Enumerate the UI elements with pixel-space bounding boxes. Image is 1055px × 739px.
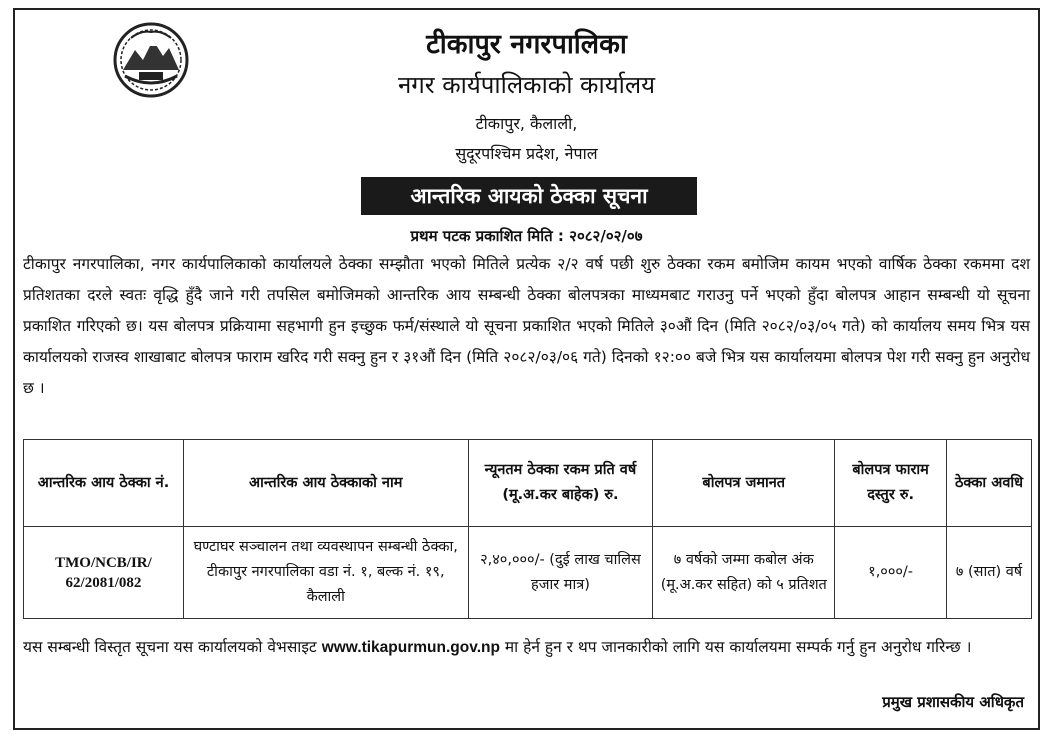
address-line-2: सुदूरपश्चिम प्रदेश, नेपाल [455, 144, 598, 163]
municipality-name: टीकापुर नगरपालिका [426, 29, 627, 60]
footer-text-before: यस सम्बन्धी विस्तृत सूचना यस कार्यालयको वेभसाइट [23, 638, 317, 656]
col-header-duration: ठेक्का अवधि [947, 440, 1032, 527]
notice-body: टीकापुर नगरपालिका, नगर कार्यपालिकाको कार्यालयले ठेक्का सम्झौता भएको मितिले प्रत्येक २/२ वर्ष पछी शुरु ठेक्का रकम बमोजिम कायम भएको वार्षिक ठेक्का रकममा दश प्रतिशतका दरले स्वतः वृद्धि हुँदै जाने गरी तपसिल बमोजिमको आन्तरिक आय सम्बन्धी ठेक्का बोलपत्रका माध्यमबाट गराउनु पर्ने भएको हुँदा बोलपत्र आहान सम्बन्धी यो सूचना प्रकाशित गरिएको छ। यस बोलपत्र प्रक्रियामा सहभागी हुन इच्छुक फर्म/संस्थाले यो सूचना प्रकाशित भएको मितिले ३०औं दिन (मिति २०८२/०३/०५ गते) को कार्यालय समय भित्र यस कार्यालयको राजस्व शाखाबाट बोलपत्र फाराम खरिद गरी सक्नु हुन र ३१औं दिन (मिति २०८२/०३/०६ गते) दिनको १२:०० बजे भित्र यस कार्यालयमा बोलपत्र पेश गरी सक्नु हुन अनुरोध छ । [23, 255, 1030, 397]
tender-table [23, 439, 1032, 619]
cell-form-fee: १,०००/- [835, 527, 947, 619]
col-header-min-amount: न्यूनतम ठेक्का रकम प्रति वर्ष (मू.अ.कर बाहेक) रु. [468, 440, 653, 527]
notice-frame [13, 8, 1040, 730]
signatory-title: प्रमुख प्रशासकीय अधिकृत [882, 693, 1024, 711]
cell-security: ७ वर्षको जम्मा कबोल अंक (मू.अ.कर सहित) को ५ प्रतिशत [653, 527, 835, 619]
website-link[interactable]: www.tikapurmun.gov.np [321, 639, 500, 656]
publication-date: प्रथम पटक प्रकाशित मिति : २०८२/०२/०७ [410, 227, 643, 245]
col-header-security: बोलपत्र जमानत [653, 440, 835, 527]
col-header-contract-name: आन्तरिक आय ठेक्काको नाम [183, 440, 468, 527]
cell-contract-no: TMO/NCB/IR/ 62/2081/082 [24, 527, 184, 619]
footer-text-after: मा हेर्न हुन र थप जानकारीको लागि यस कार्यालयमा सम्पर्क गर्नु हुन अनुरोध गरिन्छ । [504, 638, 972, 656]
footer-note [23, 633, 1030, 662]
cell-contract-name: घण्टाघर सञ्चालन तथा व्यवस्थापन सम्बन्धी ठेक्का, टीकापुर नगरपालिका वडा नं. १, बल्क नं. १९, कैलाली [183, 527, 468, 619]
table-header-row [24, 440, 1032, 527]
cell-min-amount: २,४०,०००/- (दुई लाख चालिस हजार मात्र) [468, 527, 653, 619]
cell-duration: ७ (सात) वर्ष [947, 527, 1032, 619]
col-header-form-fee: बोलपत्र फाराम दस्तुर रु. [835, 440, 947, 527]
office-name: नगर कार्यपालिकाको कार्यालय [397, 71, 656, 99]
col-header-contract-no: आन्तरिक आय ठेक्का नं. [24, 440, 184, 527]
notice-title: आन्तरिक आयको ठेक्का सूचना [361, 177, 697, 215]
address-line-1: टीकापुर, कैलाली, [475, 114, 578, 133]
table-row [24, 527, 1032, 619]
